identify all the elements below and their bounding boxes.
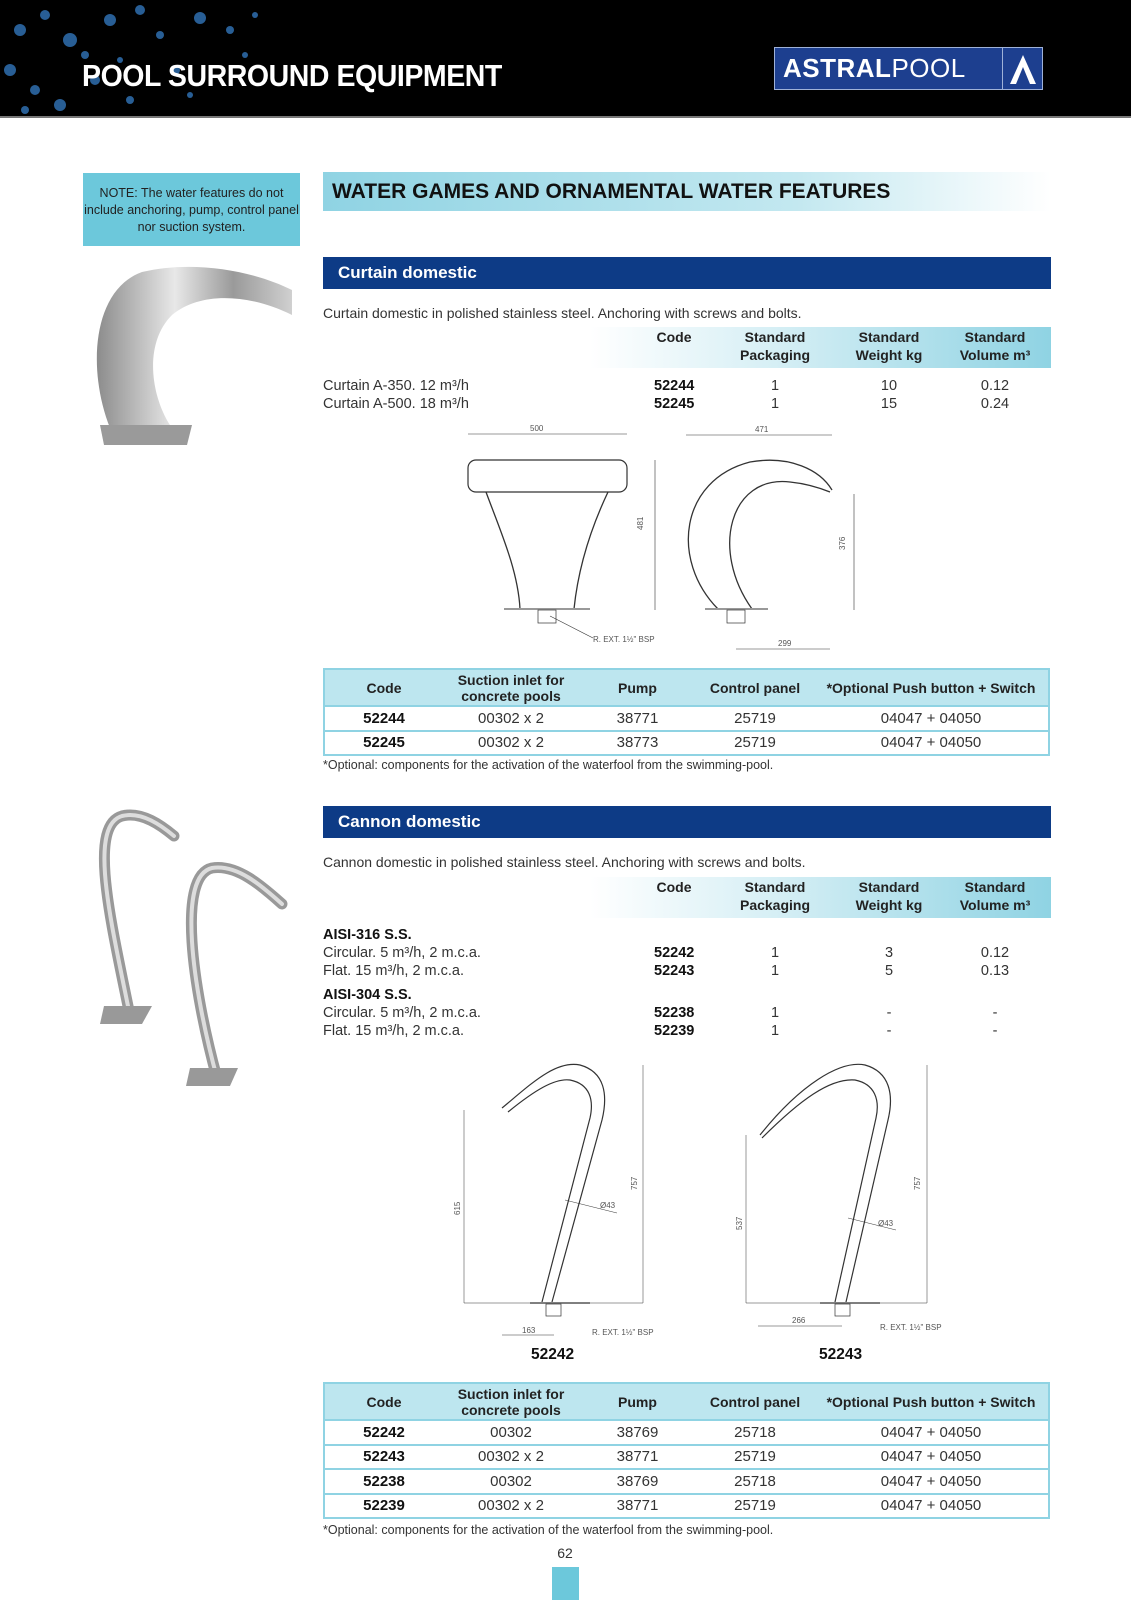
product-volume: 0.12 [980, 378, 1010, 394]
th-optional: *Optional Push button + Switch [814, 1383, 1049, 1420]
logo-text-bold: ASTRAL [783, 53, 892, 83]
col-code: Code [656, 879, 692, 895]
curtain-technical-drawing [450, 420, 900, 660]
cannon-components-table [323, 1382, 1050, 1519]
cell-control: 25718 [696, 1420, 814, 1445]
product-desc: Curtain A-500. 18 m³/h [323, 396, 469, 412]
dim-diameter: Ø43 [878, 1219, 894, 1228]
page-number: 62 [557, 1545, 573, 1561]
section-title: POOL SURROUND EQUIPMENT [82, 58, 502, 93]
curtain-section-header: Curtain domestic [323, 257, 1051, 289]
product-code: 52245 [654, 396, 695, 412]
product-code: 52243 [654, 963, 695, 979]
table-header-row [324, 669, 1049, 706]
cell-code: 52244 [324, 706, 443, 731]
cell-code: 52243 [324, 1445, 443, 1470]
cell-suction: 00302 x 2 [443, 731, 579, 756]
product-desc: Flat. 15 m³/h, 2 m.c.a. [323, 963, 465, 979]
col-packaging: Standard Packaging [739, 879, 811, 913]
dim-side-offset: 299 [778, 639, 792, 648]
cell-suction: 00302 [443, 1420, 579, 1445]
cell-optional: 04047 + 04050 [814, 1494, 1049, 1519]
dim-side-height: 376 [838, 536, 847, 550]
product-weight: - [886, 1023, 892, 1039]
product-volume: 0.13 [980, 963, 1010, 979]
cell-suction: 00302 x 2 [443, 1494, 579, 1519]
th-control: Control panel [696, 1383, 814, 1420]
material-group-label: AISI-304 S.S. [323, 987, 412, 1003]
product-packaging: 1 [770, 1005, 780, 1021]
col-packaging: Standard Packaging [739, 329, 811, 363]
product-row [323, 963, 1051, 981]
product-weight: 5 [884, 963, 894, 979]
cannon-product-photo [82, 806, 296, 1112]
product-volume: 0.12 [980, 945, 1010, 961]
product-row [323, 945, 1051, 963]
drawing-52242 [453, 1064, 654, 1337]
cell-pump: 38773 [579, 731, 696, 756]
cell-control: 25719 [696, 706, 814, 731]
cannon-description: Cannon domestic in polished stainless steel. Anchoring with screws and bolts. [323, 854, 806, 870]
connection-label: R. EXT. 1½" BSP [593, 635, 655, 644]
cell-suction: 00302 x 2 [443, 1445, 579, 1470]
dim-side-width: 471 [755, 425, 769, 434]
product-packaging: 1 [770, 396, 780, 412]
th-code: Code [324, 1383, 443, 1420]
product-code: 52239 [654, 1023, 695, 1039]
cell-pump: 38769 [579, 1469, 696, 1494]
table-row [324, 706, 1049, 731]
product-desc: Flat. 15 m³/h, 2 m.c.a. [323, 1023, 465, 1039]
product-packaging: 1 [770, 1023, 780, 1039]
curtain-components-table [323, 668, 1050, 756]
cell-optional: 04047 + 04050 [814, 706, 1049, 731]
dim-offset: 266 [792, 1316, 806, 1325]
cell-code: 52238 [324, 1469, 443, 1494]
cell-pump: 38771 [579, 706, 696, 731]
cell-control: 25719 [696, 731, 814, 756]
th-control: Control panel [696, 669, 814, 706]
dim-height: 757 [913, 1176, 922, 1190]
product-desc: Circular. 5 m³/h, 2 m.c.a. [323, 945, 481, 961]
table-row [324, 1445, 1049, 1470]
cannon-footnote: *Optional: components for the activation of the waterfool from the swimming-pool. [323, 1523, 774, 1537]
product-weight: 15 [880, 396, 898, 412]
curtain-description: Curtain domestic in polished stainless steel. Anchoring with screws and bolts. [323, 305, 802, 321]
curtain-product-photo [82, 250, 296, 450]
note-box: NOTE: The water features do not include anchoring, pump, control panel nor suction system. [83, 173, 300, 246]
cell-control: 25719 [696, 1445, 814, 1470]
cell-optional: 04047 + 04050 [814, 731, 1049, 756]
cell-optional: 04047 + 04050 [814, 1445, 1049, 1470]
table-row [324, 1469, 1049, 1494]
cell-control: 25719 [696, 1494, 814, 1519]
product-row [323, 1005, 1051, 1023]
cannon-section-header: Cannon domestic [323, 806, 1051, 838]
th-optional: *Optional Push button + Switch [814, 669, 1049, 706]
product-desc: Curtain A-350. 12 m³/h [323, 378, 469, 394]
drawing-52243 [735, 1064, 942, 1332]
th-pump: Pump [579, 1383, 696, 1420]
material-group-label: AISI-316 S.S. [323, 927, 412, 943]
th-suction: Suction inlet for concrete pools [443, 1383, 579, 1420]
cell-code: 52245 [324, 731, 443, 756]
astralpool-logo [774, 47, 1043, 90]
product-code: 52238 [654, 1005, 695, 1021]
product-row [323, 378, 1051, 396]
page-tab-marker [552, 1567, 579, 1600]
product-volume: - [992, 1005, 998, 1021]
col-weight: Standard Weight kg [855, 329, 923, 363]
product-code: 52242 [654, 945, 695, 961]
cell-optional: 04047 + 04050 [814, 1469, 1049, 1494]
main-heading: WATER GAMES AND ORNAMENTAL WATER FEATURES [323, 172, 1051, 211]
product-volume: 0.24 [980, 396, 1010, 412]
th-pump: Pump [579, 669, 696, 706]
product-weight: - [886, 1005, 892, 1021]
cell-code: 52242 [324, 1420, 443, 1445]
dim-nozzle-height: 615 [453, 1201, 462, 1215]
logo-triangle-icon [1002, 48, 1042, 89]
dim-nozzle-height: 537 [735, 1216, 744, 1230]
col-weight: Standard Weight kg [855, 879, 923, 913]
cell-suction: 00302 [443, 1469, 579, 1494]
cell-control: 25718 [696, 1469, 814, 1494]
product-volume: - [992, 1023, 998, 1039]
cell-pump: 38769 [579, 1420, 696, 1445]
product-code: 52244 [654, 378, 695, 394]
dim-diameter: Ø43 [600, 1201, 616, 1210]
th-code: Code [324, 669, 443, 706]
connection-label: R. EXT. 1½" BSP [592, 1328, 654, 1337]
col-volume: Standard Volume m³ [959, 879, 1031, 913]
table-row [324, 1494, 1049, 1519]
logo-text-light: POOL [891, 53, 966, 83]
table-row [324, 1420, 1049, 1445]
cell-pump: 38771 [579, 1445, 696, 1470]
table-header-row [324, 1383, 1049, 1420]
cell-suction: 00302 x 2 [443, 706, 579, 731]
curtain-footnote: *Optional: components for the activation of the waterfool from the swimming-pool. [323, 758, 774, 772]
cannon-technical-drawings [430, 1050, 950, 1350]
dim-front-width: 500 [530, 424, 544, 433]
dim-offset: 163 [522, 1326, 536, 1335]
col-code: Code [656, 329, 692, 345]
page-header [0, 0, 1131, 118]
th-suction: Suction inlet for concrete pools [443, 669, 579, 706]
product-desc: Circular. 5 m³/h, 2 m.c.a. [323, 1005, 481, 1021]
cell-code: 52239 [324, 1494, 443, 1519]
col-volume: Standard Volume m³ [959, 329, 1031, 363]
product-packaging: 1 [770, 963, 780, 979]
product-row [323, 1023, 1051, 1041]
cell-pump: 38771 [579, 1494, 696, 1519]
product-weight: 10 [880, 378, 898, 394]
table-row [324, 731, 1049, 756]
product-weight: 3 [884, 945, 894, 961]
cell-optional: 04047 + 04050 [814, 1420, 1049, 1445]
product-packaging: 1 [770, 945, 780, 961]
product-packaging: 1 [770, 378, 780, 394]
connection-label: R. EXT. 1½" BSP [880, 1323, 942, 1332]
product-row [323, 396, 1051, 414]
drawing-label: 52242 [531, 1346, 575, 1363]
dim-front-height: 481 [636, 516, 645, 530]
drawing-label: 52243 [819, 1346, 863, 1363]
dim-height: 757 [630, 1176, 639, 1190]
